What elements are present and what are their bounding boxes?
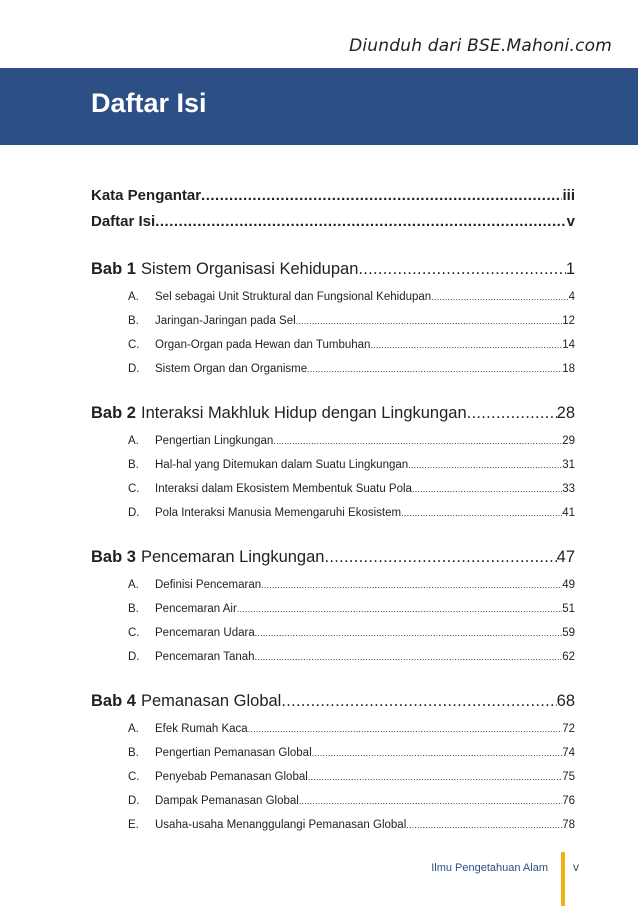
dot-leader	[324, 546, 556, 568]
section-title: Interaksi dalam Ekosistem Membentuk Suatu Pola	[155, 483, 412, 495]
toc-section[interactable]	[91, 477, 575, 501]
table-of-contents	[91, 183, 575, 837]
section-page: 62	[562, 651, 575, 663]
section-title: Definisi Pencemaran	[155, 579, 262, 591]
section-title: Hal-hal yang Ditemukan dalam Suatu Lingkungan	[155, 459, 409, 471]
toc-section[interactable]	[91, 645, 575, 669]
chapter-title: Interaksi Makhluk Hidup dengan Lingkungan	[141, 404, 467, 422]
chapter-page: 47	[556, 548, 575, 566]
chapter-page: 28	[556, 404, 575, 422]
section-letter: D.	[128, 363, 140, 375]
dot-leader	[401, 501, 562, 525]
dot-leader	[261, 573, 562, 597]
toc-entry-daftar-isi[interactable]	[91, 209, 575, 235]
chapter-page: 68	[556, 692, 575, 710]
section-page: 75	[562, 771, 575, 783]
section-page: 78	[562, 819, 575, 831]
section-page: 4	[568, 291, 575, 303]
section-page: 12	[562, 315, 575, 327]
section-page: 33	[562, 483, 575, 495]
title-banner	[0, 68, 638, 145]
toc-section[interactable]	[91, 357, 575, 381]
section-letter: B.	[128, 603, 139, 615]
section-title: Efek Rumah Kaca	[155, 723, 248, 735]
section-letter: C.	[128, 627, 140, 639]
chapter-number: Bab 4	[91, 692, 136, 710]
section-letter: D.	[128, 507, 140, 519]
section-letter: C.	[128, 771, 140, 783]
section-letter: B.	[128, 747, 139, 759]
section-letter: A.	[128, 579, 139, 591]
dot-leader	[255, 645, 563, 669]
dot-leader	[408, 453, 562, 477]
toc-section[interactable]	[91, 309, 575, 333]
section-page: 31	[562, 459, 575, 471]
chapter-page: 1	[565, 260, 575, 278]
dot-leader	[312, 741, 563, 765]
section-title: Pencemaran Tanah	[155, 651, 255, 663]
toc-section[interactable]	[91, 333, 575, 357]
section-title: Dampak Pemanasan Global	[155, 795, 299, 807]
footer-accent-bar	[561, 852, 565, 906]
section-letter: B.	[128, 459, 139, 471]
section-title: Pencemaran Air	[155, 603, 237, 615]
section-page: 76	[562, 795, 575, 807]
section-page: 59	[562, 627, 575, 639]
section-title: Sistem Organ dan Organisme	[155, 363, 308, 375]
section-letter: C.	[128, 483, 140, 495]
chapter-title: Pencemaran Lingkungan	[141, 548, 325, 566]
section-letter: D.	[128, 651, 140, 663]
toc-section[interactable]	[91, 453, 575, 477]
toc-chapter-3[interactable]	[91, 546, 575, 568]
section-page: 49	[562, 579, 575, 591]
toc-section[interactable]	[91, 429, 575, 453]
chapter-title: Sistem Organisasi Kehidupan	[141, 260, 359, 278]
section-letter: A.	[128, 435, 139, 447]
toc-section[interactable]	[91, 573, 575, 597]
dot-leader	[273, 429, 562, 453]
chapter-number: Bab 2	[91, 404, 136, 422]
section-page: 29	[562, 435, 575, 447]
toc-section[interactable]	[91, 765, 575, 789]
toc-chapter-1[interactable]	[91, 258, 575, 280]
section-page: 18	[562, 363, 575, 375]
dot-leader	[358, 258, 565, 280]
toc-section[interactable]	[91, 789, 575, 813]
section-letter: B.	[128, 315, 139, 327]
chapter-number: Bab 3	[91, 548, 136, 566]
section-letter: A.	[128, 291, 139, 303]
section-letter: A.	[128, 723, 139, 735]
dot-leader	[201, 183, 562, 209]
section-title: Penyebab Pemanasan Global	[155, 771, 308, 783]
toc-entry-kata-pengantar[interactable]	[91, 183, 575, 209]
toc-entry-label: Kata Pengantar	[91, 187, 202, 204]
toc-section[interactable]	[91, 285, 575, 309]
section-page: 14	[562, 339, 575, 351]
toc-entry-page: v	[566, 213, 575, 230]
dot-leader	[370, 333, 562, 357]
section-letter: E.	[128, 819, 139, 831]
dot-leader	[307, 357, 562, 381]
watermark: Diunduh dari BSE.Mahoni.com	[349, 36, 612, 56]
section-letter: D.	[128, 795, 140, 807]
toc-entry-page: iii	[562, 187, 575, 204]
dot-leader	[299, 789, 562, 813]
section-title: Jaringan-Jaringan pada Sel	[155, 315, 296, 327]
toc-section[interactable]	[91, 717, 575, 741]
section-page: 74	[562, 747, 575, 759]
section-letter: C.	[128, 339, 140, 351]
dot-leader	[155, 209, 566, 235]
page-title: Daftar Isi	[91, 88, 207, 118]
footer-book-title: Ilmu Pengetahuan Alam	[431, 862, 548, 874]
section-page: 51	[562, 603, 575, 615]
section-title: Pola Interaksi Manusia Memengaruhi Ekosistem	[155, 507, 402, 519]
toc-section[interactable]	[91, 813, 575, 837]
section-title: Usaha-usaha Menanggulangi Pemanasan Global	[155, 819, 407, 831]
section-title: Pengertian Lingkungan	[155, 435, 274, 447]
dot-leader	[406, 813, 562, 837]
dot-leader	[237, 597, 562, 621]
dot-leader	[431, 285, 568, 309]
toc-chapter-4[interactable]	[91, 690, 575, 712]
toc-chapter-2[interactable]	[91, 402, 575, 424]
dot-leader	[308, 765, 562, 789]
section-page: 72	[562, 723, 575, 735]
dot-leader	[255, 621, 562, 645]
dot-leader	[467, 402, 557, 424]
dot-leader	[296, 309, 563, 333]
toc-section[interactable]	[91, 621, 575, 645]
dot-leader	[248, 717, 563, 741]
section-title: Sel sebagai Unit Struktural dan Fungsional Kehidupan	[155, 291, 432, 303]
section-title: Pengertian Pemanasan Global	[155, 747, 312, 759]
toc-section[interactable]	[91, 597, 575, 621]
dot-leader	[281, 690, 556, 712]
toc-section[interactable]	[91, 501, 575, 525]
footer-page-number: v	[573, 860, 579, 874]
section-title: Organ-Organ pada Hewan dan Tumbuhan	[155, 339, 371, 351]
section-page: 41	[562, 507, 575, 519]
section-title: Pencemaran Udara	[155, 627, 255, 639]
toc-section[interactable]	[91, 741, 575, 765]
dot-leader	[412, 477, 562, 501]
toc-entry-label: Daftar Isi	[91, 213, 156, 230]
chapter-title: Pemanasan Global	[141, 692, 282, 710]
chapter-number: Bab 1	[91, 260, 136, 278]
